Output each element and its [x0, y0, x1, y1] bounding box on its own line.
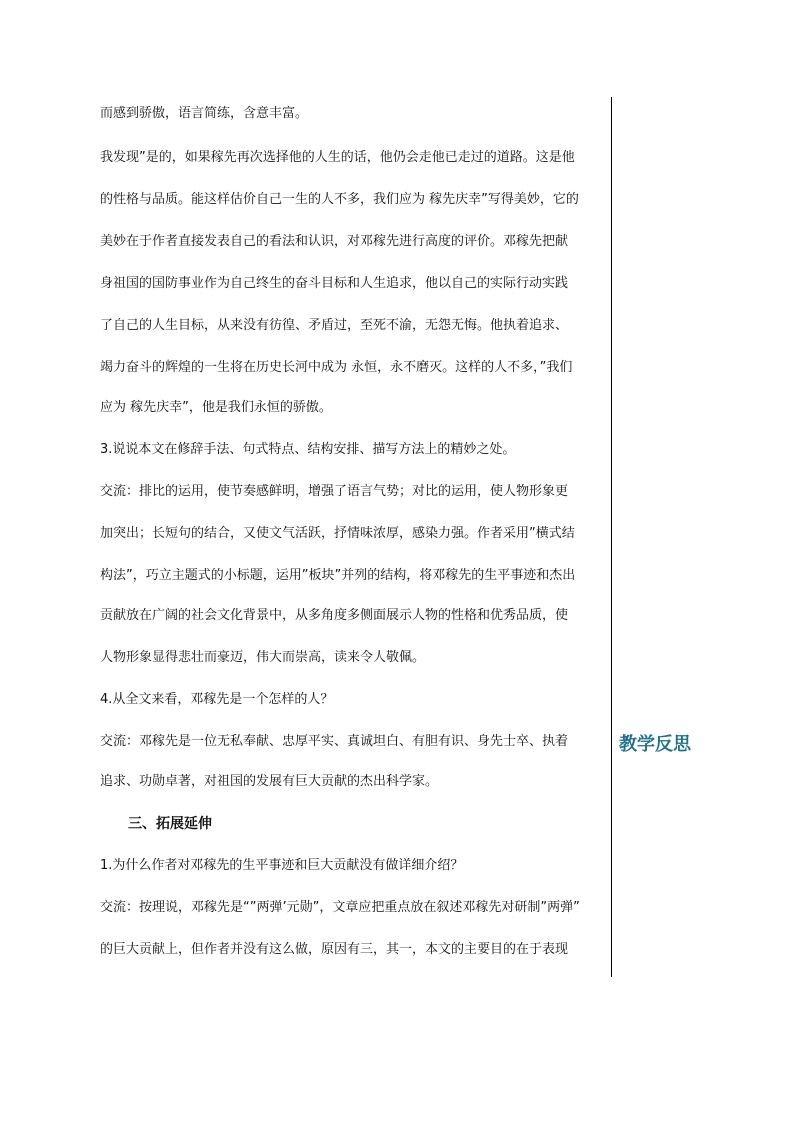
- teaching-reflection-title: 教学反思: [619, 734, 691, 755]
- text-line: 交流：按理说，邓稼先是“”两弹’元勋”，文章应把重点放在叙述邓稼先对研制”两弹”: [100, 900, 580, 915]
- text-line: 构法”，巧立主题式的小标题，运用”板块”并列的结构，将邓稼先的生平事迹和杰出: [100, 568, 576, 583]
- text-line: 应为 稼先庆幸”，他是我们永恒的骄傲。: [100, 400, 332, 415]
- text-line: 了自己的人生目标，从来没有彷徨、矛盾过，至死不渝，无怨无悔。他执着追求、: [100, 318, 569, 333]
- text-line: 身祖国的国防事业作为自己终生的奋斗目标和人生追求，他以自己的实际行动实践: [100, 276, 569, 291]
- question-line: 3.说说本文在修辞手法、句式特点、结构安排、描写方法上的精妙之处。: [100, 442, 516, 457]
- text-line: 人物形象显得悲壮而豪迈，伟大而崇高，读来令人敬佩。: [100, 650, 426, 665]
- text-line: 加突出；长短句的结合，又使文气活跃，抒情味浓厚，感染力强。作者采用”横式结: [100, 526, 575, 541]
- text-line: 竭力奋斗的辉煌的一生将在历史长河中成为 永恒，永不磨灭。这样的人不多，”我们: [100, 360, 573, 375]
- question-line: 4.从全文来看，邓稼先是一个怎样的人？: [100, 692, 334, 707]
- text-line: 的性格与品质。能这样估价自己一生的人不多，我们应为 稼先庆幸”写得美妙，它的: [100, 192, 579, 207]
- text-line: 我发现”是的，如果稼先再次选择他的人生的话，他仍会走他已走过的道路。这是他: [100, 150, 575, 165]
- text-line: 而感到骄傲，语言简练，含意丰富。: [100, 106, 309, 121]
- text-line: 交流：排比的运用，使节奏感鲜明，增强了语言气势；对比的运用，使人物形象更: [100, 484, 569, 499]
- text-line: 贡献放在广阔的社会文化背景中，从多角度多侧面展示人物的性格和优秀品质，使: [100, 608, 569, 623]
- text-line: 追求、功勋卓著，对祖国的发展有巨大贡献的杰出科学家。: [100, 774, 439, 789]
- text-line: 交流：邓稼先是一位无私奉献、忠厚平实、真诚坦白、有胆有识、身先士卒、执着: [100, 734, 569, 749]
- column-divider: [611, 97, 612, 977]
- question-line: 1.为什么作者对邓稼先的生平事迹和巨大贡献没有做详细介绍？: [100, 858, 464, 873]
- section-heading: 三、拓展延伸: [128, 816, 212, 832]
- text-line: 美妙在于作者直接发表自己的看法和认识，对邓稼先进行高度的评价。邓稼先把献: [100, 234, 569, 249]
- text-line: 的巨大贡献上，但作者并没有这么做，原因有三，其一，本文的主要目的在于表现: [100, 942, 569, 957]
